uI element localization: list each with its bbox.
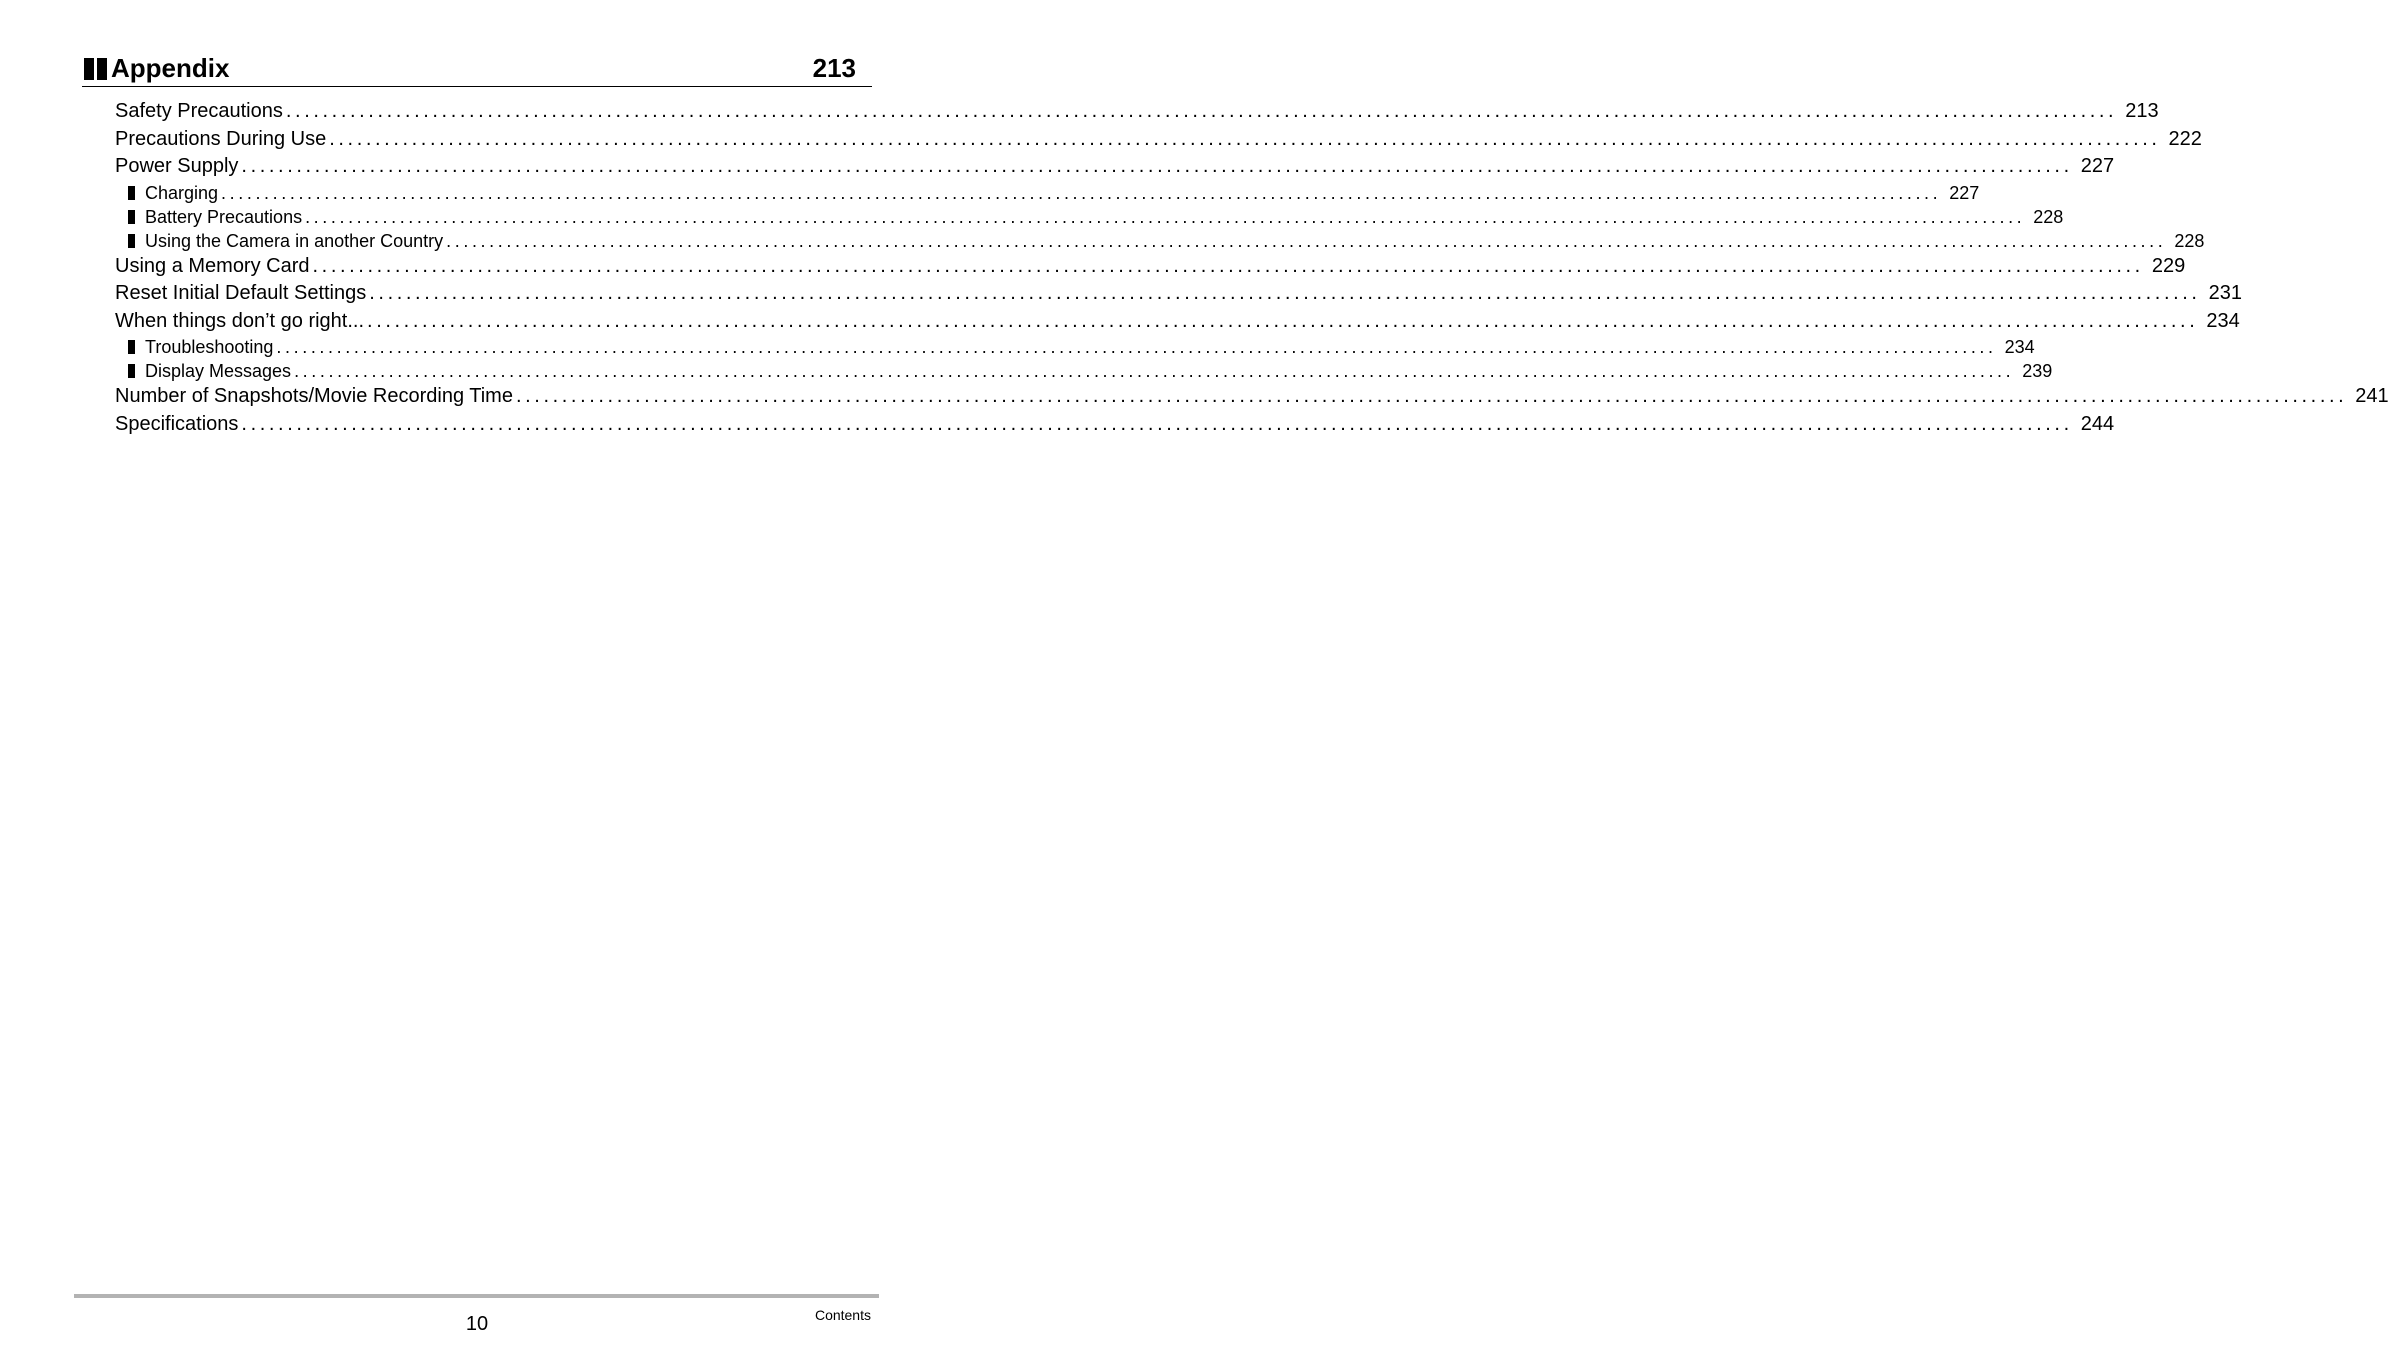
toc-entry-label: Specifications [115, 412, 239, 435]
section-title: Appendix [111, 53, 230, 83]
toc-subentry[interactable] [115, 229, 2205, 253]
section-header [82, 52, 872, 87]
bullet-marker-icon [128, 234, 135, 248]
toc-entry[interactable] [115, 253, 2186, 281]
toc-entry[interactable] [115, 383, 2389, 411]
toc-entry-page: 227 [2080, 155, 2115, 177]
toc-entry-page: 213 [2125, 100, 2159, 122]
footer-divider [74, 1294, 879, 1298]
toc-entry-label: Power Supply [115, 155, 239, 177]
toc-entry-label: Troubleshooting [145, 337, 274, 357]
toc-entry-label: Using the Camera in another Country [145, 230, 444, 251]
toc-entry-label: Battery Precautions [145, 206, 303, 227]
toc-entry-page: 234 [2206, 309, 2240, 332]
toc-entry-label: Display Messages [145, 361, 292, 381]
toc-entry-page: 244 [2080, 412, 2115, 435]
toc-leader-dots: ........................................................................................................................................................................................................ [329, 127, 2161, 150]
toc-leader-dots: ........................................................................................................................................................................................................ [285, 100, 2118, 122]
toc-entry[interactable] [115, 308, 2240, 336]
bullet-marker-icon [128, 210, 135, 224]
toc-leader-dots: ........................................................................................................................................................................................................ [367, 309, 2199, 332]
toc-entry-page: 241 [2355, 385, 2389, 407]
section-marker-icon [84, 58, 107, 80]
toc-leader-dots: ........................................................................................................................................................................................................ [294, 361, 2015, 381]
toc-leader-dots: ........................................................................................................................................................................................................ [276, 337, 1997, 357]
toc-leader-dots: ........................................................................................................................................................................................................ [369, 282, 2201, 304]
toc-entry-label: Number of Snapshots/Movie Recording Time [115, 385, 513, 407]
toc-entry-page: 229 [2151, 254, 2186, 277]
toc-entry[interactable] [115, 98, 2159, 126]
toc-entry-page: 228 [2174, 230, 2205, 251]
bullet-marker-icon [128, 364, 135, 378]
toc-entry-label: Reset Initial Default Settings [115, 282, 367, 304]
toc-entry-page: 222 [2168, 127, 2202, 150]
toc-leader-dots: ........................................................................................................................................................................................................ [241, 155, 2073, 177]
toc-subentry[interactable] [115, 205, 2064, 229]
toc-entry-page: 227 [1949, 182, 1980, 203]
toc-subentry[interactable] [115, 335, 2035, 359]
section-page-number: 213 [812, 53, 856, 83]
table-of-contents [115, 98, 2389, 438]
toc-leader-dots: ........................................................................................................................................................................................................ [241, 412, 2073, 435]
toc-entry-label: Charging [145, 182, 219, 203]
toc-leader-dots: ........................................................................................................................................................................................................ [221, 182, 1942, 203]
bullet-marker-icon [128, 340, 135, 354]
footer-section-label: Contents [814, 1307, 871, 1323]
bullet-marker-icon [128, 186, 135, 200]
toc-leader-dots: ........................................................................................................................................................................................................ [515, 385, 2348, 407]
toc-entry-label: Precautions During Use [115, 127, 327, 150]
toc-entry[interactable] [115, 280, 2242, 308]
toc-entry-label: Using a Memory Card [115, 254, 310, 277]
toc-entry-label: Safety Precautions [115, 100, 283, 122]
toc-entry-page: 239 [2022, 361, 2053, 381]
toc-entry-page: 228 [2033, 206, 2064, 227]
toc-entry[interactable] [115, 411, 2115, 439]
footer-page-number: 10 [465, 1313, 489, 1335]
toc-subentry[interactable] [115, 181, 1980, 205]
toc-entry-page: 234 [2004, 337, 2035, 357]
toc-entry[interactable] [115, 153, 2115, 181]
toc-entry-page: 231 [2208, 282, 2242, 304]
toc-entry-label: When things don’t go right... [115, 309, 365, 332]
toc-leader-dots: ........................................................................................................................................................................................................ [446, 230, 2167, 251]
toc-subentry[interactable] [115, 359, 2053, 383]
toc-leader-dots: ........................................................................................................................................................................................................ [312, 254, 2144, 277]
toc-entry[interactable] [115, 126, 2202, 154]
toc-leader-dots: ........................................................................................................................................................................................................ [305, 206, 2026, 227]
